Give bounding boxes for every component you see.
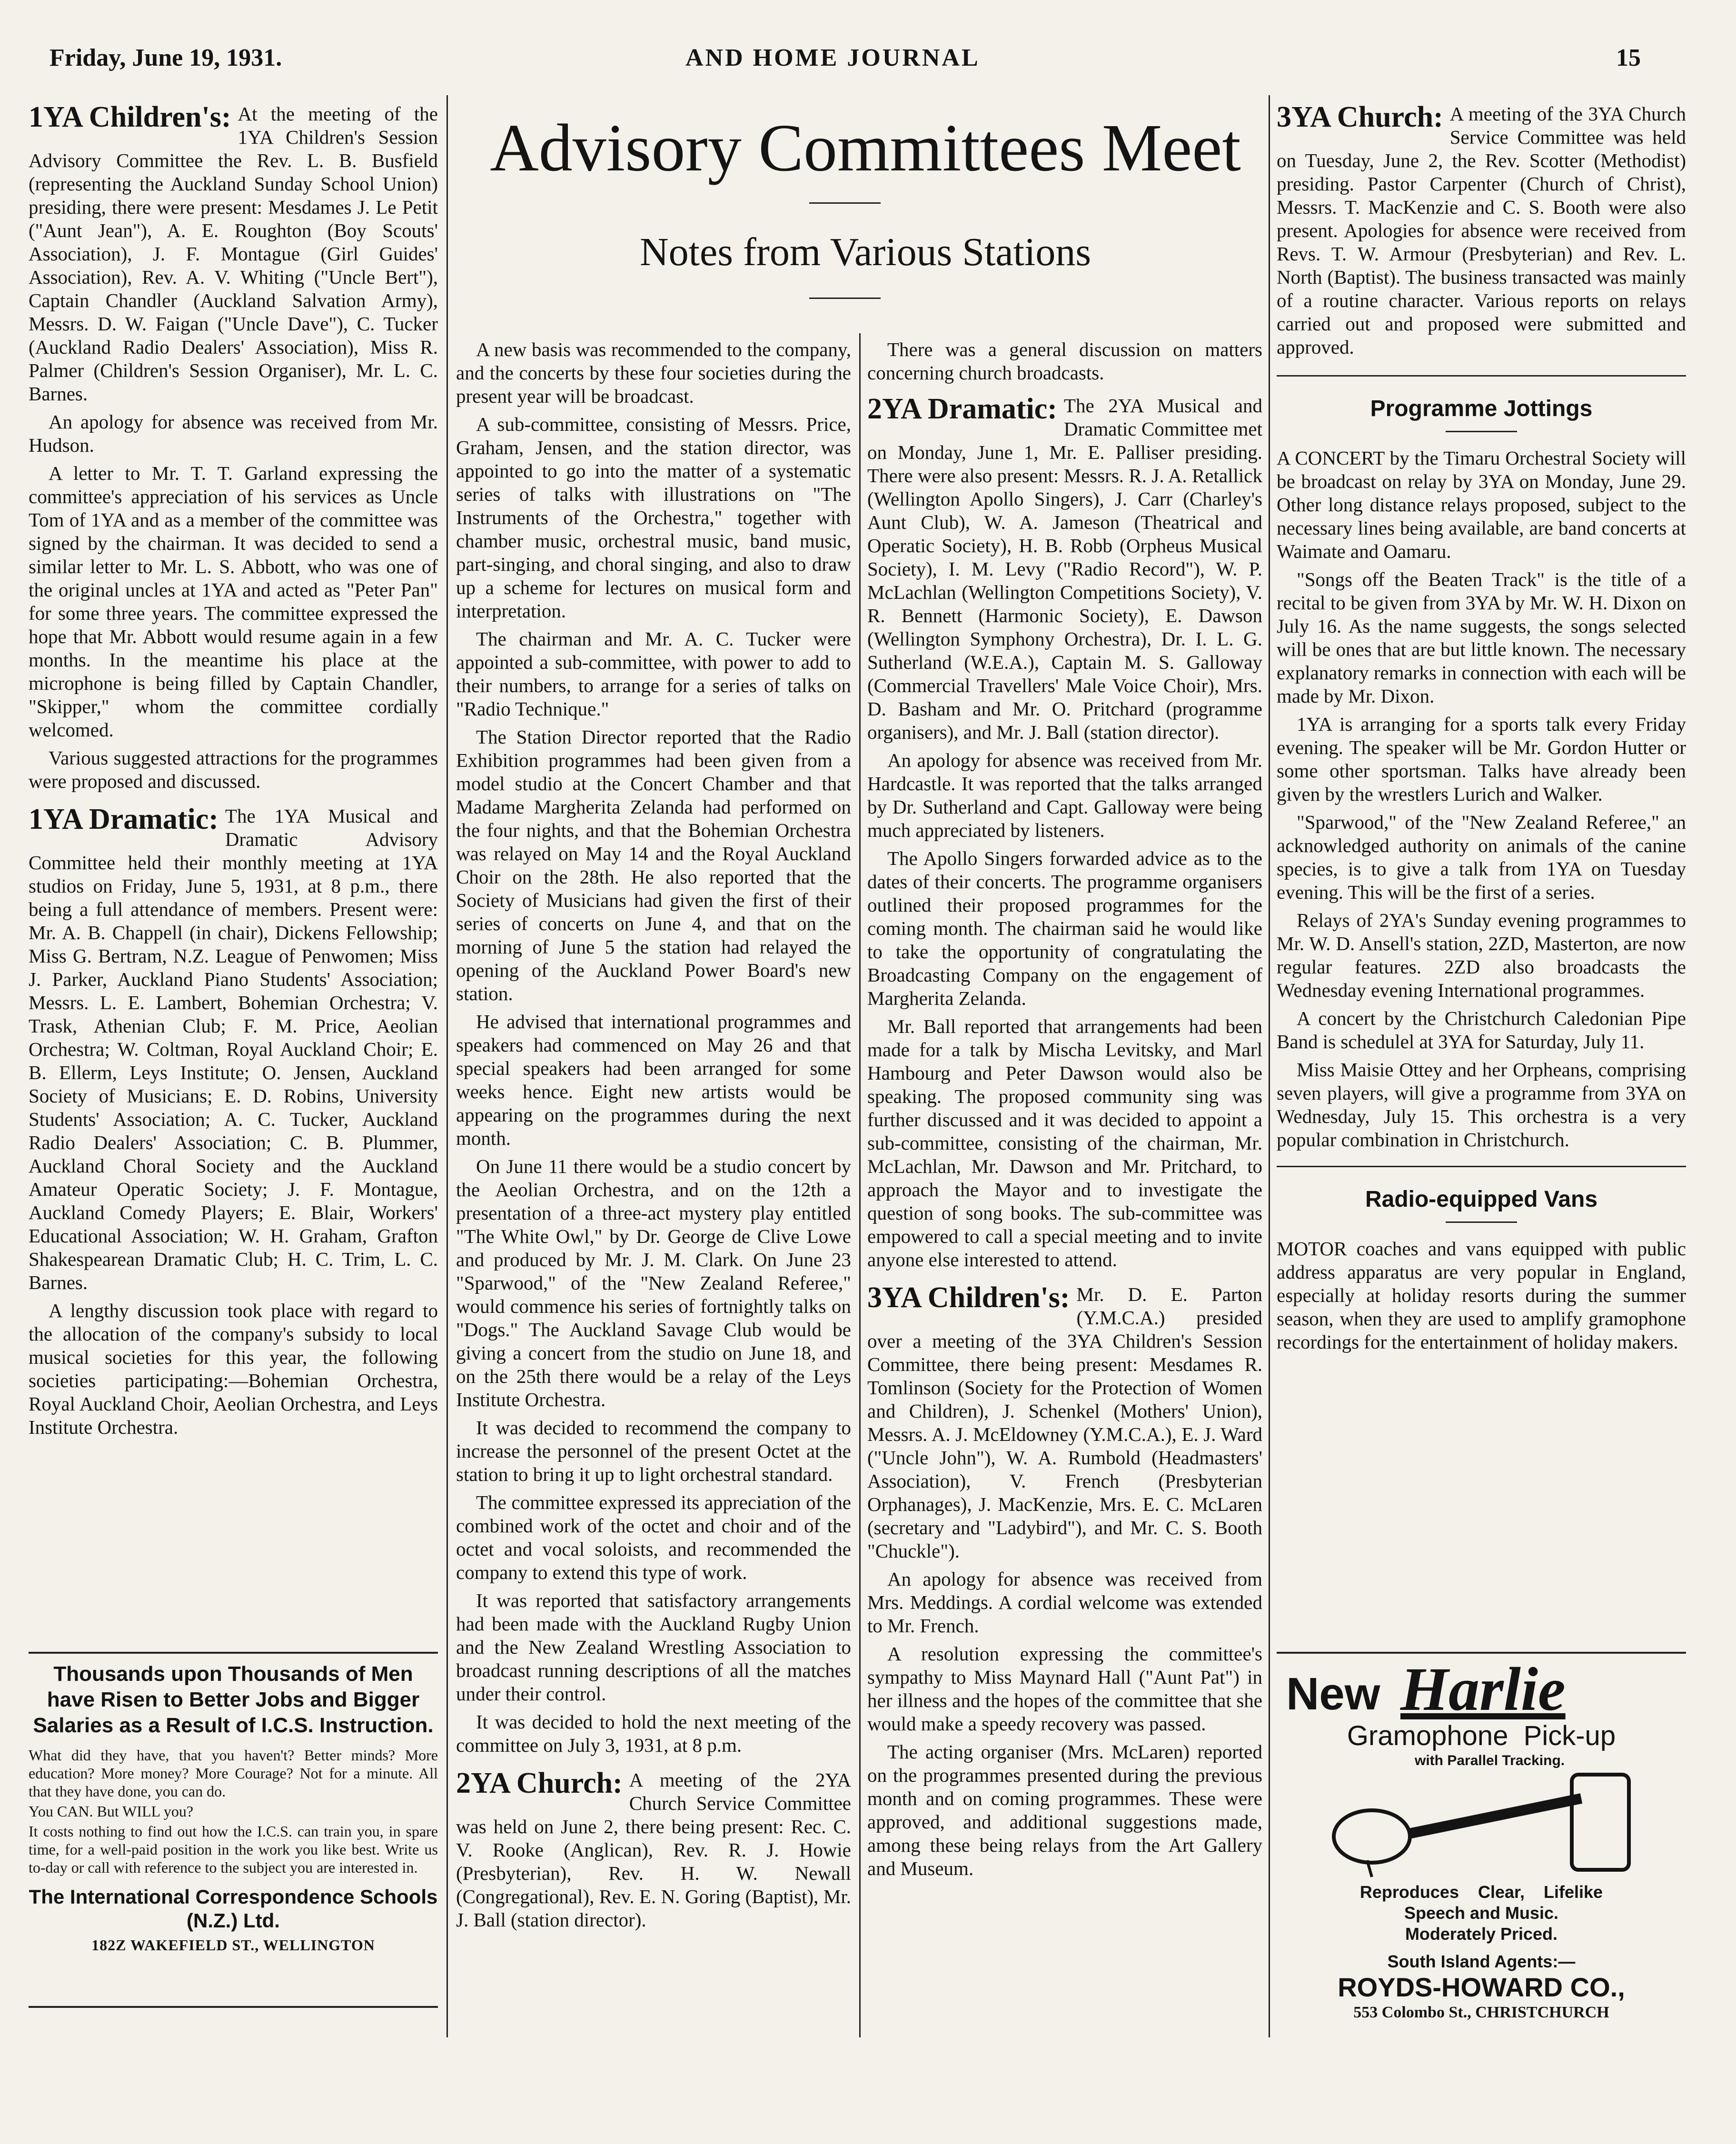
column-divider (859, 333, 861, 2037)
article-paragraph: 1YA is arranging for a sports talk every Friday evening. The speaker will be Mr. Gordon Hutter or some other sportsman. Talks have already been given by the wrestlers Lurich and Walker. (1277, 713, 1686, 805)
article-paragraph: "Songs off the Beaten Track" is the title of a recital to be given from 3YA by Mr. W. H. Dixon on July 16. As the name suggests, the songs selected will be ones that are but little known. The necessary explanatory remarks in connection with each will be made by Mr. Dixon. (1277, 568, 1686, 707)
article-paragraph: A letter to Mr. T. T. Garland expressing the committee's appreciation of his services as Uncle Tom of 1YA and as a member of the committee was signed by the chairman. It was decided to send a similar letter to Mr. L. S. Abbott, who was one of the original uncles at 1YA and acted as "Peter Pan" for some three years. The committee expressed the hope that Mr. Abbott would resume again in a few months. In the meantime his place at the microphone is being filled by Captain Chandler, "Skipper," whom the committee cordially welcomed. (29, 462, 438, 741)
harlie-tagline: Reproduces Clear, Lifelike (1359, 1882, 1603, 1902)
column-1 (29, 102, 438, 1664)
section-rule-short (1446, 1221, 1517, 1223)
article-paragraph: A sub-committee, consisting of Messrs. Price, Graham, Jensen, and the station director, was appointed to go into the matter of a systematic series of talks with illustrations on "The Instruments of the Orchestra," together with chamber music, orchestral music, band music, part-singing, and choral singing, and also to draw up a scheme for lectures on musical form and interpretation. (456, 413, 851, 622)
column-3 (867, 338, 1262, 2042)
article-paragraph: It was decided to recommend the company to increase the personnel of the present Octet at the station to bring it up to light orchestral standard. (456, 1417, 851, 1485)
section-heading-radio-vans: Radio-equipped Vans (1365, 1187, 1598, 1212)
article-paragraph: An apology for absence was received from Mrs. Meddings. A cordial welcome was extended to Mr. French. (867, 1568, 1262, 1637)
section-rule-short (1446, 431, 1517, 432)
section-rule (1277, 1166, 1686, 1167)
harlie-agent-address: 553 Colombo St., CHRISTCHURCH (1353, 2004, 1609, 2021)
section-heading-3ya-church: 3YA Church: (1277, 102, 1443, 133)
article-paragraph: It was decided to hold the next meeting of the committee on July 3, 1931, at 8 p.m. (456, 1711, 851, 1756)
section-heading-2ya-church: 2YA Church: (456, 1767, 623, 1799)
article-paragraph: An apology for absence was received from Mr. Hudson. (29, 411, 438, 456)
harlie-product: Gramophone Pick-up (1347, 1720, 1616, 1751)
harlie-new-word: New (1286, 1668, 1380, 1719)
page-number: 15 (1616, 44, 1641, 71)
article-paragraph: The Apollo Singers forwarded advice as to the dates of their concerts. The programme organisers outlined their proposed programmes for the coming month. The chairman said he would like to take the opportunity of congratulating the Broadcasting Company on the engagement of Margherita Zelanda. (867, 847, 1262, 1009)
harlie-brand-logo: Harlie (1400, 1655, 1566, 1724)
title-rule-top (809, 202, 881, 204)
article-paragraph: Miss Maisie Ottey and her Orpheans, comprising seven players, will give a programme from 3YA on Wednesday, July 15. This orchestra is a very popular combination in Christchurch. (1277, 1059, 1686, 1151)
article-paragraph: On June 11 there would be a studio concert by the Aeolian Orchestra, and on the 12th a presentation of a three-act mystery play entitled "The White Owl," by Dr. George de Clive Lowe and produced by Mr. J. M. Clark. On June 23 "Sparwood," of the "New Zealand Referee," would commence his series of fortnightly talks on "Dogs." The Auckland Savage Club would be giving a concert from the studio on June 18, and on the 25th there would be a relay of the Leys Institute Orchestra. (456, 1155, 851, 1410)
section-heading-2ya-dramatic: 2YA Dramatic: (867, 393, 1057, 425)
article-paragraph: Mr. D. E. Parton (Y.M.C.A.) presided over a meeting of the 3YA Children's Session Committee, there being present: Mesdames R. Tomlinson (Society for the Protection of Women and Children), J. Schenkel (Mothers' Union), Messrs. A. J. McEldowney (Y.M.C.A.), E. J. Ward ("Uncle John"), W. A. Rumbold (Headmasters' Association), V. French (Presbyterian Orphanages), J. MacKenzie, Mrs. E. C. McLaren (secretary and "Ladybird"), and Mr. C. S. Booth "Chuckle"). (867, 1283, 1262, 1562)
running-header-date: Friday, June 19, 1931. (50, 44, 282, 71)
section-heading-3ya-childrens: 3YA Children's: (867, 1281, 1070, 1314)
article-paragraph: The 2YA Musical and Dramatic Committee met on Monday, June 1, Mr. E. Palliser presiding. There were also present: Messrs. R. J. A. Retallick (Wellington Apollo Singers), J. Carr (Charley's Aunt Club), W. A. Jameson (Theatrical and Operatic Society), H. B. Robb (Orpheus Musical Society), I. M. Levy ("Radio Record"), W. P. McLachlan (Wellington Competitions Society), V. R. Bennett (Harmonic Society), E. Dawson (Wellington Symphony Orchestra), Dr. I. L. G. Sutherland (W.E.A.), Captain M. S. Galloway (Commercial Travellers' Male Voice Choir), Mrs. D. Basham and Mr. O. Pritchard (programme organisers), and Mr. J. Ball (station director). (867, 395, 1262, 743)
article-paragraph: He advised that international programmes and speakers had commenced on May 26 and that special speakers had been arranged for some weeks hence. Eight new artists would be appearing on the programmes during the next month. (456, 1011, 851, 1149)
article-paragraph: A resolution expressing the committee's sympathy to Miss Maynard Hall ("Aunt Pat") in her illness and the hopes of the committee that she would make a speedy recovery was passed. (867, 1643, 1262, 1735)
article-paragraph: An apology for absence was received from Mr. Hardcastle. It was reported that the talks arranged by Dr. Sutherland and Capt. Galloway were being much appreciated by listeners. (867, 749, 1262, 841)
article-paragraph: A new basis was recommended to the company, and the concerts by these four societies during the present year will be broadcast. (456, 338, 851, 407)
article-paragraph: There was a general discussion on matters concerning church broadcasts. (867, 338, 1262, 384)
harlie-agent-name: ROYDS-HOWARD CO., (1338, 1972, 1625, 2002)
article-paragraph: A meeting of the 3YA Church Service Committee was held on Tuesday, June 2, the Rev. Scotter (Methodist) presiding. Pastor Carpenter (Church of Christ), Messrs. T. MacKenzie and C. S. Booth were also present. Apologies for absence were received from Revs. T. W. Armour (Presbyterian) and Rev. L. North (Baptist). The business transacted was mainly of a routine character. Various reports on relays carried out and proposed were submitted and approved. (1277, 103, 1686, 358)
ics-headline: Thousands upon Thousands of Men have Risen to Better Jobs and Bigger Salaries as a Result of I.C.S. Instruction. (33, 1662, 434, 1737)
harlie-advertisement (1277, 1652, 1686, 2035)
section-heading-1ya-childrens: 1YA Children's: (29, 102, 231, 133)
harlie-tagline: Speech and Music. (1404, 1903, 1559, 1923)
article-paragraph: A lengthy discussion took place with regard to the allocation of the company's subsidy to local musical societies for this year, the following societies participating:—Bohemian Orchestra, Royal Auckland Choir, Aeolian Orchestra, and Leys Institute Orchestra. (29, 1300, 438, 1438)
article-paragraph: A meeting of the 2YA Church Service Committee was held on June 2, there being present: Rec. C. V. Rooke (Anglican), Rev. R. J. Howie (Presbyterian), Rev. H. W. Newall (Congregational), Rev. E. N. Goring (Baptist), Mr. J. Ball (station director). (456, 1769, 851, 1931)
ics-body: You CAN. But WILL you? (29, 1803, 194, 1820)
pickup-head (1334, 1810, 1410, 1863)
article-paragraph: A CONCERT by the Timaru Orchestral Society will be broadcast on relay by 3YA on Monday, June 29. Other long distance relays proposed, subject to the necessary lines being available, are band concerts at Waimate and Oamaru. (1277, 447, 1686, 562)
ics-address: 182Z WAKEFIELD ST., WELLINGTON (91, 1936, 375, 1954)
article-paragraph: It was reported that satisfactory arrangements had been made with the Auckland Rugby Union and the New Zealand Wrestling Association to broadcast running descriptions of all the matches under their control. (456, 1589, 851, 1705)
article-paragraph: The 1YA Musical and Dramatic Advisory Committee held their monthly meeting at 1YA studios on Friday, June 5, 1931, at 8 p.m., there being a full attendance of members. Present were: Mr. A. B. Chappell (in chair), Dickens Fellowship; Miss G. Bertram, N.Z. League of Penwomen; Miss J. Parker, Auckland Piano Students' Association; Messrs. L. E. Lambert, Bohemian Orchestra; V. Trask, Athenian Club; F. M. Price, Aeolian Orchestra; W. Coltman, Royal Auckland Choir; E. B. Ellerm, Leys Institute; O. Jensen, Auckland Society of Musicians; E. D. Robins, University Students' Association; A. C. Tucker, Auckland Radio Dealers' Association; C. B. Plummer, Auckland Choral Society and the Auckland Amateur Operatic Society; J. F. Montague, Auckland Comedy Players; E. Blair, Workers' Educational Association; W. H. Graham, Grafton Shakespearean Dramatic Club; H. C. Trim, L. C. Barnes. (29, 805, 438, 1293)
pickup-illustration (1277, 1770, 1686, 1879)
ics-advertisement (29, 1652, 438, 2008)
article-paragraph: Various suggested attractions for the programmes were proposed and discussed. (29, 747, 438, 792)
article-paragraph: Mr. Ball reported that arrangements had been made for a talk by Mischa Levitsky, and Marl Hambourg and Peter Dawson would also be speaking. The proposed community sing was further discussed and it was decided to appoint a sub-committee, consisting of the chairman, Mr. McLachlan, Mr. Dawson and Mr. Pritchard, to approach the Mayor and to investigate the question of song books. The sub-committee was empowered to call a special meeting and to invite anyone else interested to attend. (867, 1015, 1262, 1271)
harlie-tagline: Moderately Priced. (1405, 1924, 1558, 1944)
article-paragraph: The acting organiser (Mrs. McLaren) reported on the programmes presented during the previous month and on coming programmes. These were approved, and additional suggestions made, among these being relays from the Art Gallery and Museum. (867, 1741, 1262, 1879)
column-4 (1277, 102, 1686, 1645)
section-rule (1277, 375, 1686, 377)
article-paragraph: The Station Director reported that the Radio Exhibition programmes had been given from a model studio at the Concert Chamber and that Madame Margherita Zelanda had performed on the four nights, and that the Bohemian Orchestra was relayed on May 14 and the Royal Auckland Choir on the 28th. He also reported that the Society of Musicians had given the first of their series of concerts on June 4, and that on the morning of June 5 the station had relayed the opening of the Auckland Power Board's new station. (456, 726, 851, 1004)
column-2 (456, 338, 851, 2042)
article-paragraph: The chairman and Mr. A. C. Tucker were appointed a sub-committee, with power to add to their numbers, to arrange for a series of talks on "Radio Technique." (456, 628, 851, 720)
article-paragraph: The committee expressed its appreciation of the combined work of the octet and choir and of the octet and vocal soloists, and recommended the company to extend this type of work. (456, 1491, 851, 1583)
article-paragraph: Relays of 2YA's Sunday evening programmes to Mr. W. D. Ansell's station, 2ZD, Masterton, are now regular features. 2ZD also broadcasts the Wednesday evening International programmes. (1277, 909, 1686, 1001)
ics-body: What did they have, that you haven't? Better minds? More education? More money? More Courage? Not for a minute. All that they have done, you can do. (29, 1747, 438, 1800)
article-paragraph: MOTOR coaches and vans equipped with public address apparatus are very popular in England, especially at holiday resorts during the summer season, when they are used to amplify gramophone recordings for the entertainment of holiday makers. (1277, 1238, 1686, 1353)
article-paragraph: At the meeting of the 1YA Children's Session Advisory Committee the Rev. L. B. Busfield (representing the Auckland Sunday School Union) presiding, there were present: Mesdames J. Le Petit ("Aunt Jean"), A. E. Roughton (Boy Scouts' Association), J. F. Montague (Girl Guides' Association), Rev. A. V. Whiting ("Uncle Bert"), Captain Chandler (Auckland Salvation Army), Messrs. D. W. Faigan ("Uncle Dave"), C. Tucker (Auckland Radio Dealers' Association), Miss R. Palmer (Children's Session Organiser), Mr. L. C. Barnes. (29, 103, 438, 405)
article-paragraph: "Sparwood," of the "New Zealand Referee," an acknowledged authority on animals of the canine species, is to give a talk from 1YA on Tuesday evening. This will be the first of a series. (1277, 811, 1686, 903)
ics-body: It costs nothing to find out how the I.C.S. can train you, in spare time, for a well-paid position in the work you like best. Write us to-day or call with reference to the subject you are interested in. (29, 1823, 438, 1876)
pickup-base (1572, 1775, 1629, 1870)
title-rule-bottom (809, 298, 881, 299)
feature-subtitle: Notes from Various Stations (639, 230, 1091, 274)
harlie-feature: with Parallel Tracking. (1415, 1753, 1565, 1768)
feature-title: Advisory Committees Meet (490, 110, 1241, 185)
running-header-title: AND HOME JOURNAL (685, 44, 980, 71)
harlie-agents-label: South Island Agents:— (1387, 1952, 1576, 1971)
article-paragraph: A concert by the Christchurch Caledonian Pipe Band is schedulel at 3YA for Saturday, July 11. (1277, 1007, 1686, 1052)
section-heading-1ya-dramatic: 1YA Dramatic: (29, 803, 218, 835)
column-divider (1269, 95, 1270, 2037)
section-heading-programme-jottings: Programme Jottings (1370, 396, 1593, 421)
column-divider (446, 95, 448, 2037)
ics-organisation: The International Correspondence Schools (N.Z.) Ltd. (29, 1886, 438, 1932)
